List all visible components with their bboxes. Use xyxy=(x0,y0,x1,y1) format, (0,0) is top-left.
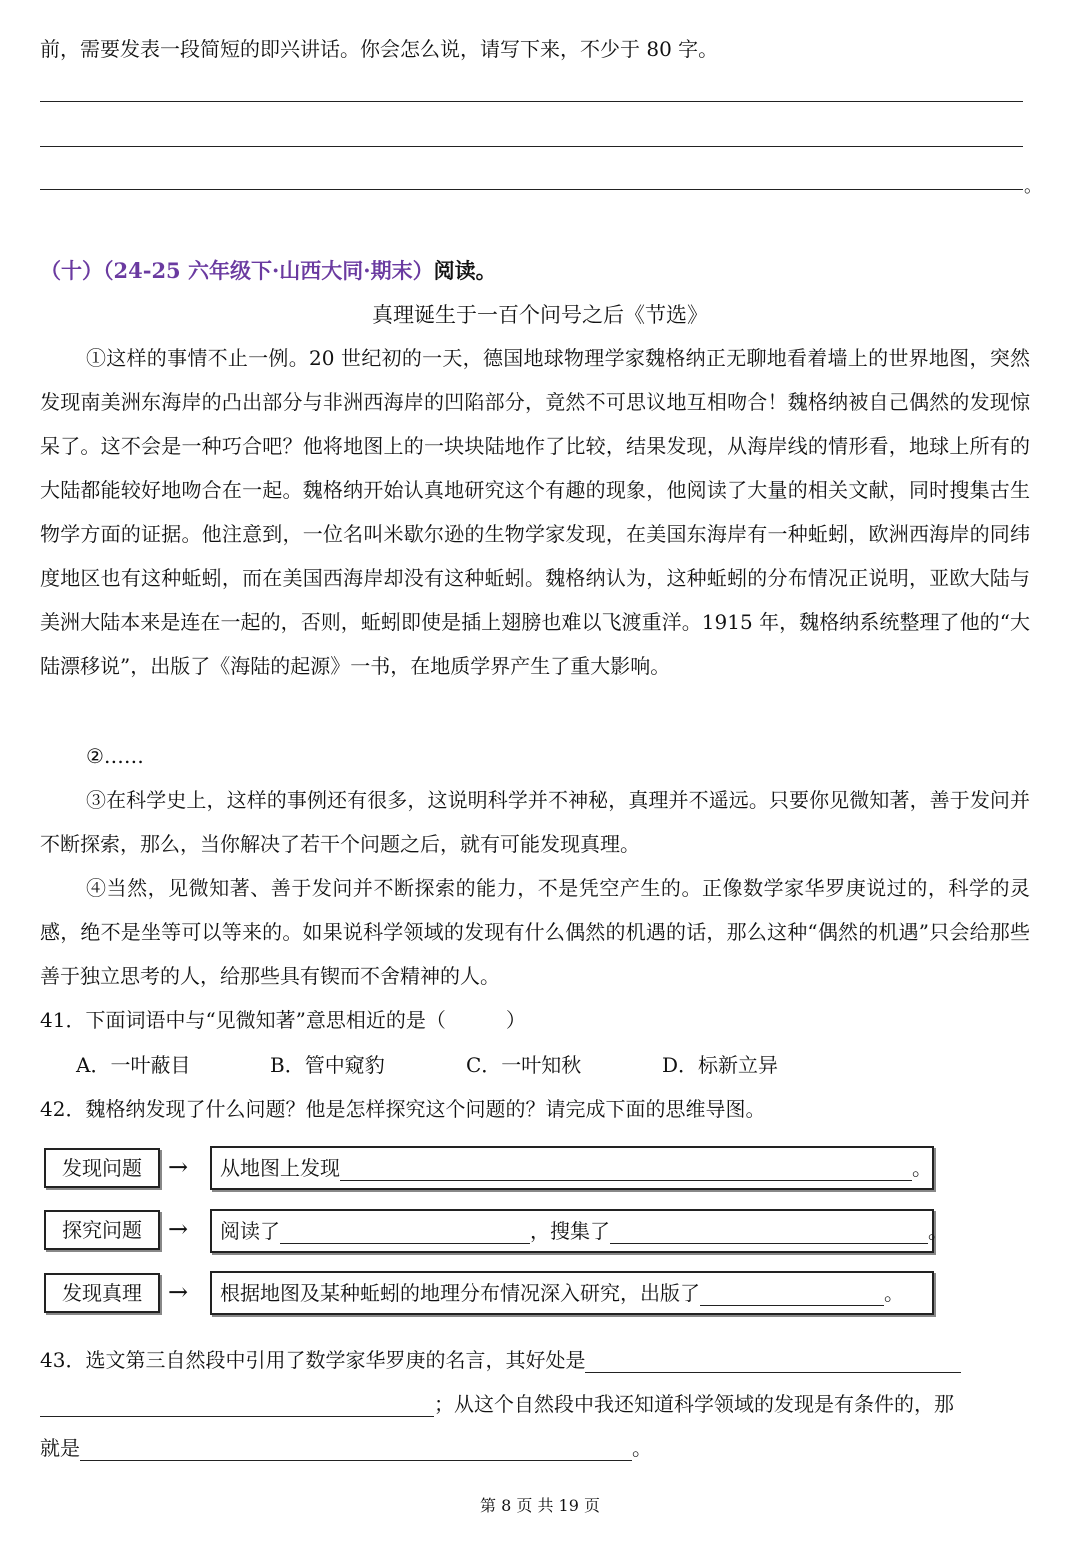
blank-field[interactable] xyxy=(700,1281,884,1306)
question-43-text: 就是 xyxy=(40,1436,80,1460)
question-41-stem: 41．下面词语中与“见微知著”意思相近的是（ ） xyxy=(40,1008,526,1032)
arrow-right-icon: → xyxy=(168,1153,189,1181)
mindmap-end: 。 xyxy=(928,1219,948,1243)
arrow-right-icon: → xyxy=(168,1278,189,1306)
section-task: 阅读。 xyxy=(433,258,497,283)
question-43-text: 43．选文第三自然段中引用了数学家华罗庚的名言，其好处是 xyxy=(40,1348,586,1372)
article-title: 真理诞生于一百个问号之后《节选》 xyxy=(372,303,708,327)
paragraph-3: ③在科学史上，这样的事例还有很多，这说明科学并不神秘，真理并不遥远。只要你见微知著，善于发问并不断探索，那么，当你解决了若干个问题之后，就有可能发现真理。 xyxy=(40,788,1030,856)
mindmap-box-discover-truth xyxy=(210,1271,934,1315)
paragraph-2: ②…… xyxy=(86,744,144,768)
section-number: （十） xyxy=(40,258,103,283)
answer-line-3[interactable] xyxy=(40,189,1023,190)
mindmap-label-discover-truth: 发现真理 xyxy=(44,1273,160,1313)
option-a[interactable]: A．一叶蔽目 xyxy=(76,1053,191,1077)
mindmap-text: 阅读了 xyxy=(220,1219,280,1243)
question-41-options xyxy=(76,1050,778,1080)
mindmap-text: 根据地图及某种蚯蚓的地理分布情况深入研究，出版了 xyxy=(220,1281,700,1305)
answer-line-2[interactable] xyxy=(40,146,1023,147)
blank-field[interactable] xyxy=(80,1436,632,1461)
question-43-line-3 xyxy=(40,1433,652,1463)
mindmap-box-explore-problem xyxy=(210,1209,948,1253)
mindmap-end: 。 xyxy=(912,1156,932,1180)
page-footer: 第 8 页 共 19 页 xyxy=(480,1496,600,1515)
mindmap-end: 。 xyxy=(884,1281,904,1305)
question-43-line-2 xyxy=(40,1389,954,1419)
arrow-right-icon: → xyxy=(168,1215,189,1243)
blank-field[interactable] xyxy=(585,1348,961,1373)
paragraph-4: ④当然，见微知著、善于发问并不断探索的能力，不是凭空产生的。正像数学家华罗庚说过的，科学的灵感，绝不是坐等可以等来的。如果说科学领域的发现有什么偶然的机遇的话，那么这种“偶然的机遇”只会给那些善于独立思考的人，给那些具有锲而不舍精神的人。 xyxy=(40,876,1030,988)
mindmap-text: 从地图上发现 xyxy=(220,1156,340,1180)
question-43-end: 。 xyxy=(632,1436,652,1460)
blank-field[interactable] xyxy=(280,1219,530,1244)
blank-field[interactable] xyxy=(40,1392,434,1417)
blank-field[interactable] xyxy=(340,1156,912,1181)
option-d[interactable]: D．标新立异 xyxy=(662,1053,779,1077)
answer-line-1[interactable] xyxy=(40,101,1023,102)
mindmap-label-explore-problem: 探究问题 xyxy=(44,1210,160,1250)
answer-end-mark: 。 xyxy=(1024,176,1042,197)
intro-line: 前，需要发表一段简短的即兴讲话。你会怎么说，请写下来，不少于 80 字。 xyxy=(40,37,719,61)
question-42-stem: 42．魏格纳发现了什么问题？他是怎样探究这个问题的？请完成下面的思维导图。 xyxy=(40,1097,766,1121)
question-43-line-1 xyxy=(40,1345,961,1375)
blank-field[interactable] xyxy=(610,1219,928,1244)
mindmap-text: ，搜集了 xyxy=(530,1219,610,1243)
paragraph-1: ①这样的事情不止一例。20 世纪初的一天，德国地球物理学家魏格纳正无聊地看着墙上的世界地图，突然发现南美洲东海岸的凸出部分与非洲西海岸的凹陷部分，竟然不可思议地互相吻合！魏格纳被自己偶然的发现惊呆了。这不会是一种巧合吧？他将地图上的一块块陆地作了比较，结果发现，从海岸线的情形看，地球上所有的大陆都能较好地吻合在一起。魏格纳开始认真地研究这个有趣的现象，他阅读了大量的相关文献，同时搜集古生物学方面的证据。他注意到，一位名叫米歇尔逊的生物学家发现，在美国东海岸有一种蚯蚓，欧洲西海岸的同纬度地区也有这种蚯蚓，而在美国西海岸却没有这种蚯蚓。魏格纳认为，这种蚯蚓的分布情况正说明，亚欧大陆与美洲大陆本来是连在一起的，否则，蚯蚓即使是插上翅膀也难以飞渡重洋。1915 年，魏格纳系统整理了他的“大陆漂移说”，出版了《海陆的起源》一书，在地质学界产生了重大影响。 xyxy=(40,346,1030,678)
option-b[interactable]: B．管中窥豹 xyxy=(270,1053,385,1077)
mindmap-label-discover-problem: 发现问题 xyxy=(44,1148,160,1188)
section-source: （24-25 六年级下·山西大同·期末） xyxy=(103,258,434,283)
mindmap-box-discover-problem xyxy=(210,1146,934,1190)
section-heading xyxy=(40,256,497,286)
option-c[interactable]: C．一叶知秋 xyxy=(466,1053,582,1077)
question-43-text: ；从这个自然段中我还知道科学领域的发现是有条件的，那 xyxy=(434,1392,954,1416)
